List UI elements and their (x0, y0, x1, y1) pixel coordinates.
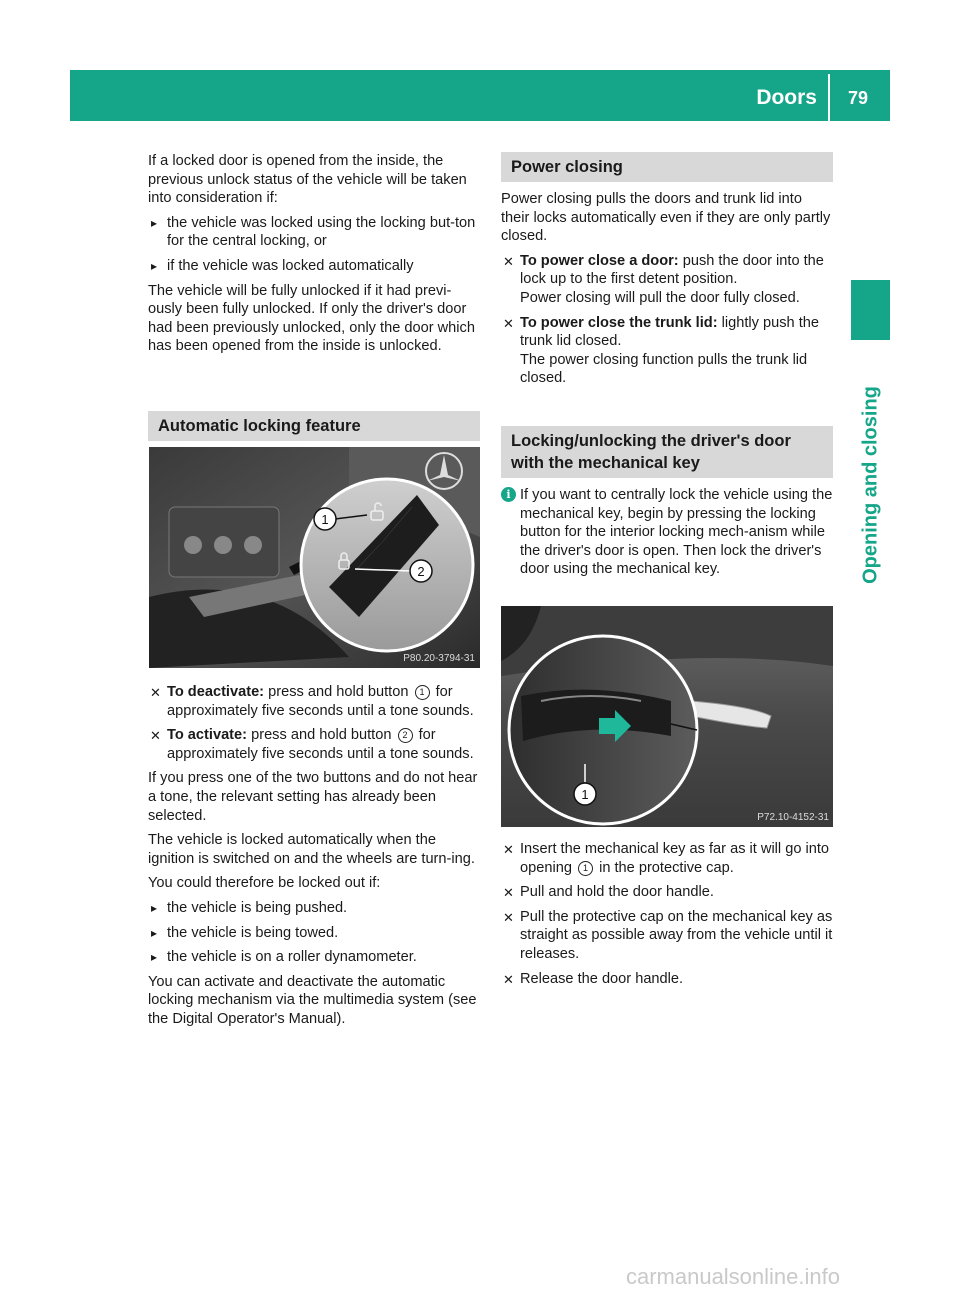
door-panel-figure (149, 447, 480, 668)
mechanical-key-section (501, 426, 833, 585)
list-item: ▸ the vehicle is being pushed. (151, 899, 348, 916)
figure-code: P72.10-4152-31 (757, 812, 829, 823)
step-marker: ✕ (503, 971, 514, 987)
instruction-step: ✕ Insert the mechanical key as far as it will go into opening 1 in the protective cap. (503, 841, 830, 876)
paragraph: You can activate and deactivate the automatic locking mechanism via the multimedia system (see the Digital Operator's Manual). (148, 973, 477, 1027)
page-number: 79 (848, 88, 869, 108)
header-divider (828, 74, 830, 121)
instruction-step: ✕ Pull and hold the door handle. (501, 883, 833, 902)
unlock-paragraph: The vehicle will be fully unlocked if it had previ-ously been fully unlocked. If only the driver's door had been previously unlocked, only the door which has been opened from the inside is unlocked. (148, 282, 475, 355)
instruction-step: ✕ Pull the protective cap on the mechanical key as straight as possible away from the vehicle until it releases. (503, 908, 833, 962)
step-marker: ✕ (150, 728, 161, 744)
info-note: i If you want to centrally lock the vehicle using the mechanical key, begin by pressing the locking button for the interior locking mech-anism while the driver's door is open. Then lock the driver's door using the mechanical key. (501, 486, 833, 579)
bullet-marker: ▸ (151, 215, 158, 230)
list-item: ▸ the vehicle was locked using the locking but-ton for the central locking, or (151, 214, 476, 250)
bullet-marker: ▸ (151, 900, 158, 915)
step-marker: ✕ (503, 315, 514, 331)
step-marker: ✕ (503, 885, 514, 901)
callout-1-label: 1 (321, 512, 329, 527)
auto-lock-section (148, 411, 480, 449)
callout-1-badge: 1 (415, 685, 430, 700)
step-marker: ✕ (503, 253, 514, 269)
step-marker: ✕ (503, 909, 514, 925)
paragraph: Power closing pulls the doors and trunk lid into their locks automatically even if they are only partly closed. (501, 191, 831, 245)
step-marker: ✕ (503, 842, 514, 857)
instruction-step: ✕ To activate: press and hold button 2 for approximately five seconds until a tone sounds. (150, 727, 474, 762)
instruction-step: ✕ To power close a door: push the door into the lock up to the first detent position. Power closing will pull the door fully closed. (503, 252, 824, 306)
list-item: ▸ if the vehicle was locked automatically (151, 257, 414, 274)
bullet-marker: ▸ (151, 925, 158, 940)
callout-2-badge: 2 (398, 728, 413, 743)
instruction-step: ✕ Release the door handle. (501, 970, 833, 989)
auto-lock-body (148, 683, 480, 1035)
power-closing-section (501, 152, 833, 394)
mechanical-key-steps (501, 840, 833, 994)
instruction-step: ✕ To power close the trunk lid: lightly push the trunk lid closed. The power closing function pulls the trunk lid closed. (503, 314, 819, 387)
intro-paragraph: If a locked door is opened from the inside, the previous unlock status of the vehicle will be taken into consideration if: (148, 153, 467, 207)
door-handle-figure (501, 606, 833, 827)
bullet-marker: ▸ (151, 950, 158, 965)
list-item: ▸ the vehicle is being towed. (151, 924, 339, 941)
paragraph: The vehicle is locked automatically when the ignition is switched on and the wheels are turn-ing. (148, 832, 475, 867)
paragraph: You could therefore be locked out if: (148, 875, 381, 892)
chapter-tab (851, 280, 890, 340)
section-heading-mechanical-key: Locking/unlocking the driver's door with the mechanical key (501, 426, 833, 478)
bullet-marker: ▸ (151, 258, 158, 273)
left-column (148, 152, 480, 362)
figure-code: P80.20-3794-31 (403, 653, 475, 664)
paragraph: If you press one of the two buttons and do not hear a tone, the relevant setting has already been selected. (148, 770, 478, 824)
callout-1-badge: 1 (578, 861, 593, 876)
callout-1-label: 1 (581, 787, 589, 802)
list-item: ▸ the vehicle is on a roller dynamometer. (151, 949, 417, 966)
section-heading-power-closing: Power closing (501, 152, 833, 182)
section-heading-auto-lock: Automatic locking feature (148, 411, 480, 441)
step-marker: ✕ (150, 685, 161, 700)
chapter-label: Opening and closing (859, 386, 881, 584)
instruction-step: ✕ To deactivate: press and hold button 1 for approximately five seconds until a tone sounds. (150, 684, 474, 719)
page-section-title: Doors (756, 86, 817, 109)
watermark: carmanualsonline.info (625, 1264, 840, 1289)
callout-2-label: 2 (417, 564, 425, 579)
info-icon: i (501, 487, 516, 502)
